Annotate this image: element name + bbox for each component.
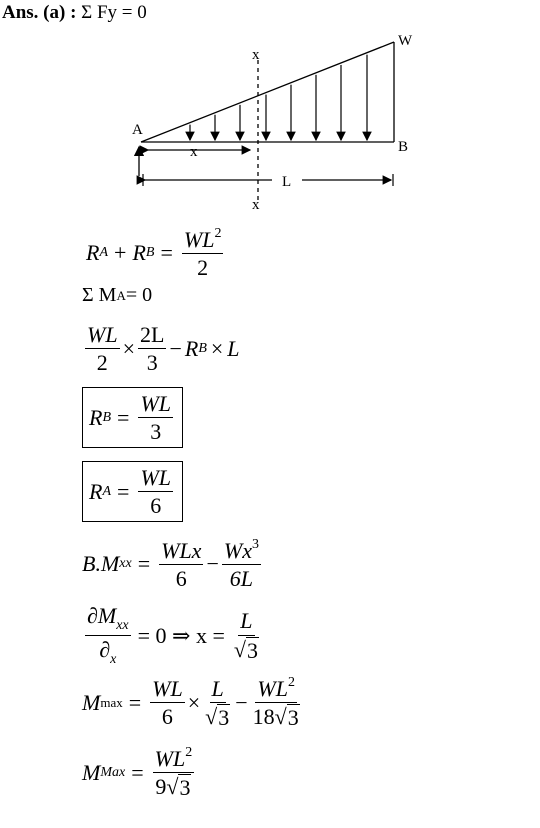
label-b: B — [398, 139, 409, 155]
label-x-top: x — [252, 47, 260, 63]
load-arrows — [190, 55, 367, 140]
result-rb-box: R B = $\frac{WL}{3}$ — [82, 387, 183, 448]
equation-force-balance: R A + R B = $\frac{WL^2}{2}$ — [86, 226, 222, 281]
label-x-dimension: x — [190, 144, 198, 160]
heading-equation: Σ Fy = 0 — [76, 2, 147, 23]
heading-bold: Ans. (a) : — [2, 2, 77, 23]
equation-max-moment-result: M Max = $WL^2$ 9 √ 3 — [82, 745, 193, 801]
label-w: W — [398, 33, 413, 49]
label-x-bottom: x — [252, 197, 260, 213]
result-ra-box: R A = $\frac{WL}{6}$ — [82, 461, 183, 522]
beam-diagram — [0, 0, 540, 215]
load-slope-line — [141, 42, 394, 142]
equation-moment-sum: Σ M A = 0 — [82, 284, 153, 306]
equation-bending-moment: B.M xx = $\frac{\text{WLx}}{6}$ − $\frac{Wx^3}{6L}$ — [82, 537, 259, 592]
label-l: L — [282, 174, 292, 190]
label-a: A — [132, 122, 143, 138]
equation-derivative: $\frac{\partial M_{xx}}{\partial_x}$ = 0 ⇒ x = L √ 3 — [87, 603, 258, 668]
equation-max-moment: M max = $\frac{WL}{6}$ × L √ 3 − $WL^2$ 18 √ 3 — [82, 675, 299, 731]
equation-moment-about-a: $\frac{WL}{2}$ × $\frac{2L}{3}$ − R B × L — [87, 322, 240, 376]
